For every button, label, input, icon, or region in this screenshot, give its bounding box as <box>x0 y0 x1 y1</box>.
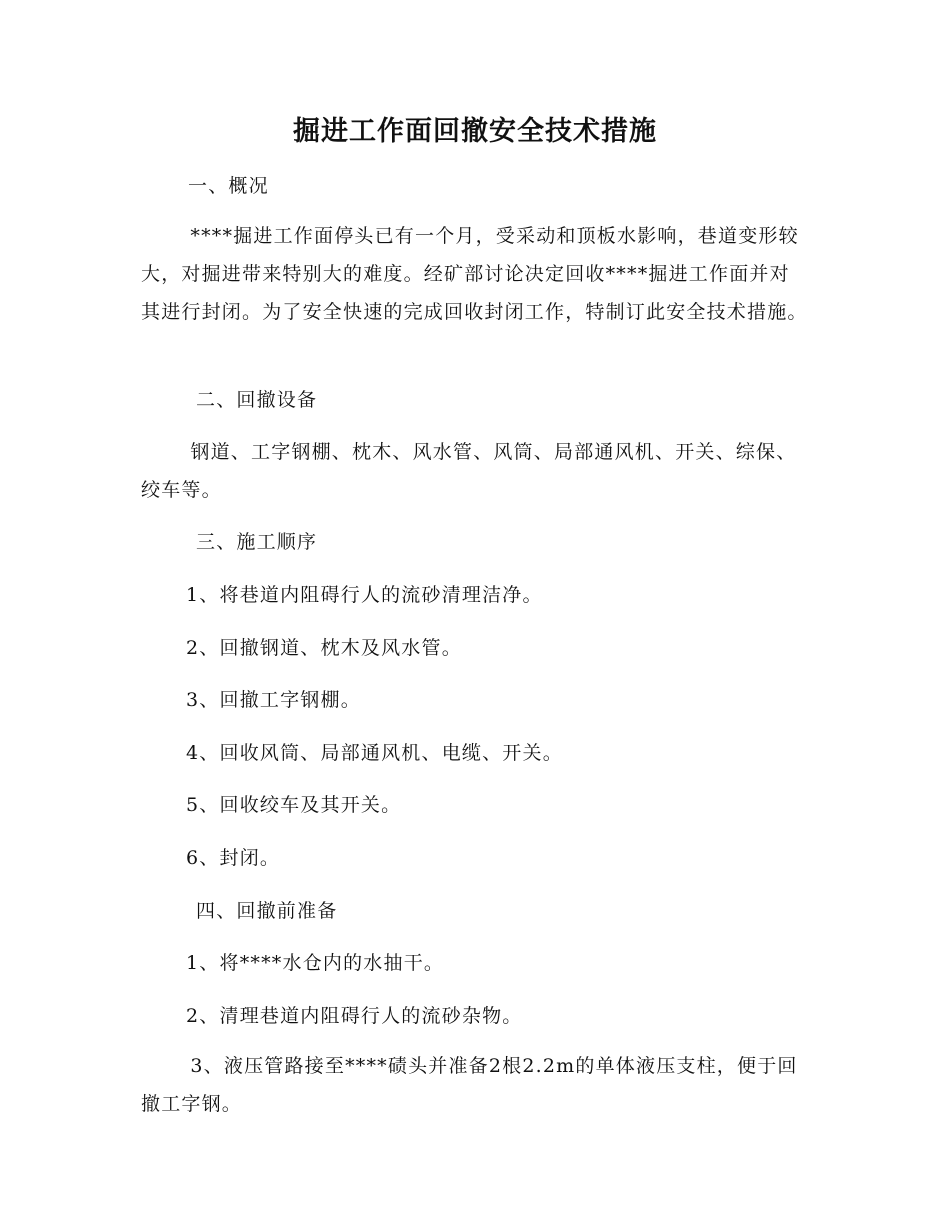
list-item: 2、回撤钢道、枕木及风水管。 <box>186 637 462 659</box>
document-title: 掘进工作面回撤安全技术措施 <box>293 116 657 147</box>
section-heading-overview: 一、概况 <box>188 175 269 197</box>
list-item: 3、液压管路接至****碛头并准备2根2.2m的单体液压支柱，便于回撤工字钢。 <box>141 1055 798 1115</box>
list-item: 5、回收绞车及其开关。 <box>186 794 402 816</box>
list-item: 4、回收风筒、局部通风机、电缆、开关。 <box>186 742 563 764</box>
list-item: 1、将****水仓内的水抽干。 <box>186 952 445 974</box>
section-heading-sequence: 三、施工顺序 <box>196 531 318 553</box>
section-heading-preparation: 四、回撤前准备 <box>196 900 338 922</box>
equipment-paragraph: 钢道、工字钢棚、枕木、风水管、风筒、局部通风机、开关、综保、绞车等。 <box>141 441 797 501</box>
list-item: 2、清理巷道内阻碍行人的流砂杂物。 <box>186 1005 523 1027</box>
overview-paragraph: ****掘进工作面停头已有一个月，受采动和顶板水影响，巷道变形较大，对掘进带来特别大的难度。经矿部讨论决定回收****掘进工作面并对其进行封闭。为了安全快速的完成回收封闭工作，特制订此安全技术措施。 <box>141 225 808 323</box>
section-heading-equipment: 二、回撤设备 <box>196 389 318 411</box>
list-item: 6、封闭。 <box>186 847 281 869</box>
list-item: 3、回撤工字钢棚。 <box>186 689 361 711</box>
list-item: 1、将巷道内阻碍行人的流砂清理洁净。 <box>186 584 543 606</box>
